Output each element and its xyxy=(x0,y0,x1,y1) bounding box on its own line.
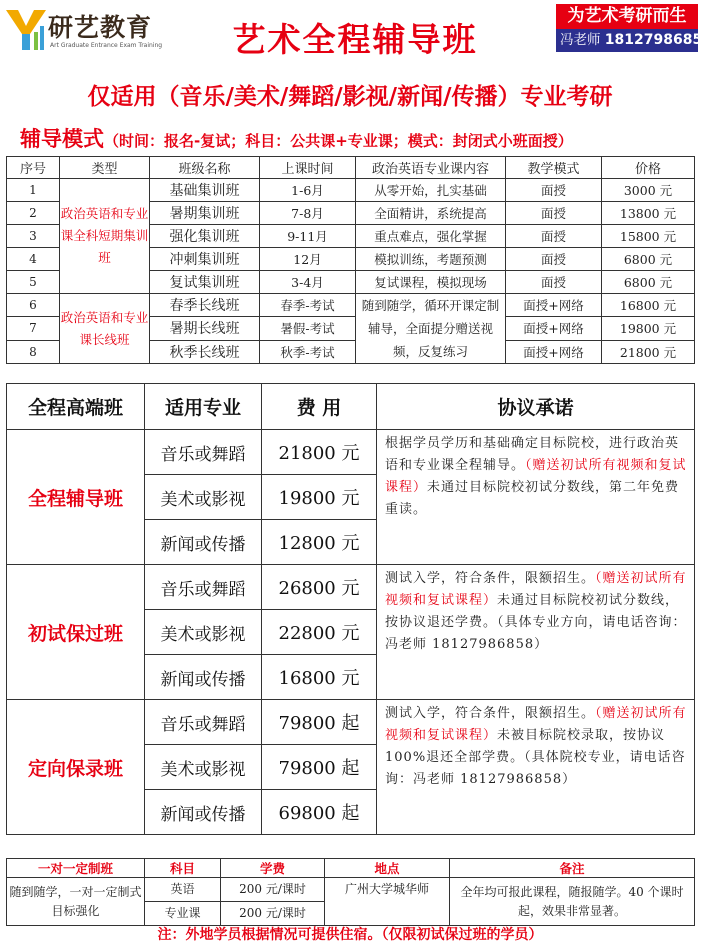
subject: 英语 xyxy=(145,878,221,902)
coaching-mode-label: 辅导模式 xyxy=(20,127,104,151)
class-price: 16800 元 xyxy=(602,294,695,317)
class-time: 9-11月 xyxy=(260,225,356,248)
course-type: 政治英语和专业课全科短期集训班 xyxy=(60,179,150,294)
promise-text: 测试入学，符合条件，限额招生。 xyxy=(385,571,596,586)
coaching-mode xyxy=(20,123,573,153)
col-header: 协议承诺 xyxy=(377,384,695,430)
badge-phone: 18127986858 xyxy=(604,32,712,48)
major: 美术或影视 xyxy=(145,610,262,655)
promise-text: 未通过目标院校初试分数线，第二年免费重读。 xyxy=(385,480,680,517)
badge-teacher: 冯老师 xyxy=(560,32,601,48)
promise-text: 根据学员学历和基础确定目标院校，进行政治英语和专业课全程辅导。 xyxy=(385,436,680,473)
tuition: 200 元/课时 xyxy=(221,902,325,926)
class-name: 冲刺集训班 xyxy=(150,248,260,271)
col-header: 教学模式 xyxy=(506,157,602,179)
one-on-one-desc: 随到随学，一对一定制式目标强化 xyxy=(7,878,145,926)
one-on-one-table xyxy=(6,858,695,926)
fee: 79800 起 xyxy=(262,745,377,790)
premium-class-name: 定向保录班 xyxy=(7,700,145,835)
fee: 79800 起 xyxy=(262,700,377,745)
tuition: 200 元/课时 xyxy=(221,878,325,902)
promise-gift: （赠送初试所有视频和复试课程） xyxy=(385,458,687,495)
fee: 26800 元 xyxy=(262,565,377,610)
class-time: 7-8月 xyxy=(260,202,356,225)
class-time: 春季-考试 xyxy=(260,294,356,317)
col-header: 班级名称 xyxy=(150,157,260,179)
badge-slogan: 为艺术考研而生 xyxy=(556,4,698,29)
class-price: 6800 元 xyxy=(602,248,695,271)
col-header: 上课时间 xyxy=(260,157,356,179)
class-time: 12月 xyxy=(260,248,356,271)
class-name: 秋季长线班 xyxy=(150,340,260,363)
class-time: 秋季-考试 xyxy=(260,340,356,363)
table-row xyxy=(7,700,695,745)
subject: 专业课 xyxy=(145,902,221,926)
teaching-mode: 面授+网络 xyxy=(506,340,602,363)
class-time: 暑假-考试 xyxy=(260,317,356,340)
promise-gift: （赠送初试所有视频和复试课程） xyxy=(385,571,687,608)
teaching-mode: 面授 xyxy=(506,271,602,294)
row-number: 4 xyxy=(7,248,60,271)
class-price: 15800 元 xyxy=(602,225,695,248)
col-header: 科目 xyxy=(145,859,221,878)
agreement-promise xyxy=(377,700,695,835)
course-type: 政治英语和专业课长线班 xyxy=(60,294,150,364)
agreement-promise xyxy=(377,565,695,700)
course-table xyxy=(6,156,695,364)
table-row xyxy=(7,878,695,902)
page-title: 艺术全程辅导班 xyxy=(232,20,478,59)
table-header-row xyxy=(7,157,695,179)
class-price: 13800 元 xyxy=(602,202,695,225)
brand-logo xyxy=(4,4,182,58)
class-content: 全面精讲，系统提高 xyxy=(356,202,506,225)
teaching-mode: 面授 xyxy=(506,179,602,202)
fee: 12800 元 xyxy=(262,520,377,565)
logo-mark-icon xyxy=(4,6,48,52)
class-content: 重点难点，强化掌握 xyxy=(356,225,506,248)
promise-text: 未被目标院校录取，按协议 100%退还全部学费。（具体院校专业，请电话咨询：冯老师 18127986858） xyxy=(385,728,686,787)
fee: 21800 元 xyxy=(262,430,377,475)
class-name: 暑期长线班 xyxy=(150,317,260,340)
class-name: 春季长线班 xyxy=(150,294,260,317)
class-price: 19800 元 xyxy=(602,317,695,340)
fee: 69800 起 xyxy=(262,790,377,835)
footer-note: 注：外地学员根据情况可提供住宿。（仅限初试保过班的学员） xyxy=(157,927,543,943)
agreement-promise xyxy=(377,430,695,565)
col-header: 地点 xyxy=(325,859,450,878)
class-time: 1-6月 xyxy=(260,179,356,202)
col-header: 备注 xyxy=(450,859,695,878)
promise-text: 未通过目标院校初试分数线，按协议退还学费。（具体专业方向，请电话咨询：冯老师 18127986858） xyxy=(385,593,687,652)
class-time: 3-4月 xyxy=(260,271,356,294)
row-number: 1 xyxy=(7,179,60,202)
col-header: 学费 xyxy=(221,859,325,878)
major: 音乐或舞蹈 xyxy=(145,700,262,745)
class-price: 21800 元 xyxy=(602,340,695,363)
table-row xyxy=(7,294,695,317)
remark: 全年均可报此课程，随报随学。40 个课时起，效果非常显著。 xyxy=(450,878,695,926)
row-number: 3 xyxy=(7,225,60,248)
promise-gift: （赠送初试所有视频和复试课程） xyxy=(385,706,687,743)
class-content: 复试课程，模拟现场 xyxy=(356,271,506,294)
logo-subtitle: Art Graduate Entrance Exam Training xyxy=(50,42,163,49)
col-header: 价格 xyxy=(602,157,695,179)
table-row xyxy=(7,179,695,202)
promise-text: 测试入学，符合条件，限额招生。 xyxy=(385,706,596,721)
major: 美术或影视 xyxy=(145,475,262,520)
coaching-mode-text: （时间：报名-复试；科目：公共课+专业课；模式：封闭式小班面授） xyxy=(104,132,573,150)
major: 音乐或舞蹈 xyxy=(145,565,262,610)
fee: 22800 元 xyxy=(262,610,377,655)
logo-name: 研艺教育 xyxy=(48,13,153,42)
teaching-mode: 面授 xyxy=(506,202,602,225)
table-row xyxy=(7,430,695,475)
class-price: 3000 元 xyxy=(602,179,695,202)
contact-badge xyxy=(556,4,712,52)
badge-contact xyxy=(556,29,712,52)
class-name: 暑期集训班 xyxy=(150,202,260,225)
row-number: 8 xyxy=(7,340,60,363)
class-name: 基础集训班 xyxy=(150,179,260,202)
fee: 16800 元 xyxy=(262,655,377,700)
class-content: 模拟训练，考题预测 xyxy=(356,248,506,271)
col-header: 序号 xyxy=(7,157,60,179)
premium-table xyxy=(6,383,695,835)
teaching-mode: 面授+网络 xyxy=(506,317,602,340)
major: 新闻或传播 xyxy=(145,790,262,835)
class-content: 随到随学，循环开课定制辅导，全面提分赠送视频，反复练习 xyxy=(356,294,506,364)
major: 美术或影视 xyxy=(145,745,262,790)
table-header-row xyxy=(7,859,695,878)
class-price: 6800 元 xyxy=(602,271,695,294)
teaching-mode: 面授 xyxy=(506,248,602,271)
col-header: 适用专业 xyxy=(145,384,262,430)
class-name: 强化集训班 xyxy=(150,225,260,248)
teaching-mode: 面授+网络 xyxy=(506,294,602,317)
row-number: 5 xyxy=(7,271,60,294)
col-header: 全程高端班 xyxy=(7,384,145,430)
class-content: 从零开始，扎实基础 xyxy=(356,179,506,202)
table-header-row xyxy=(7,384,695,430)
fee: 19800 元 xyxy=(262,475,377,520)
major: 新闻或传播 xyxy=(145,520,262,565)
teaching-mode: 面授 xyxy=(506,225,602,248)
row-number: 7 xyxy=(7,317,60,340)
col-header: 一对一定制班 xyxy=(7,859,145,878)
table-row xyxy=(7,565,695,610)
row-number: 6 xyxy=(7,294,60,317)
col-header: 费 用 xyxy=(262,384,377,430)
major: 音乐或舞蹈 xyxy=(145,430,262,475)
location: 广州大学城华师 xyxy=(325,878,450,926)
col-header: 政治英语专业课内容 xyxy=(356,157,506,179)
page-subtitle: 仅适用（音乐/美术/舞蹈/影视/新闻/传播）专业考研 xyxy=(87,84,613,110)
class-name: 复试集训班 xyxy=(150,271,260,294)
row-number: 2 xyxy=(7,202,60,225)
col-header: 类型 xyxy=(60,157,150,179)
major: 新闻或传播 xyxy=(145,655,262,700)
premium-class-name: 全程辅导班 xyxy=(7,430,145,565)
premium-class-name: 初试保过班 xyxy=(7,565,145,700)
